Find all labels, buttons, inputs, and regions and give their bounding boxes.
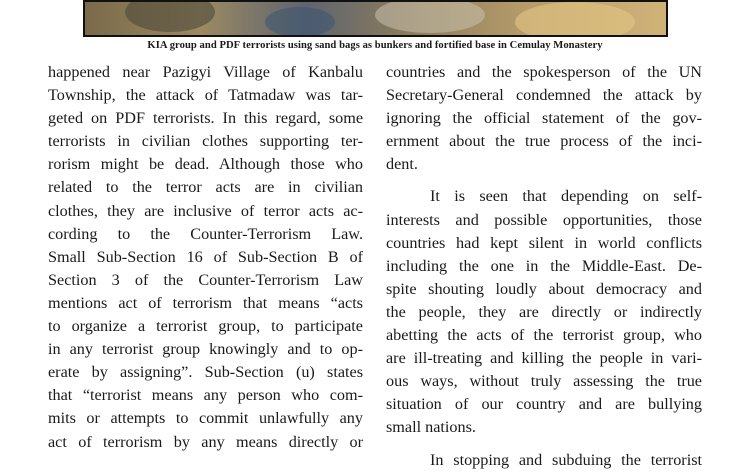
text-line: that “terrorist means any person who com- — [48, 386, 363, 405]
text-line: rorism might be dead. Although those who — [48, 155, 363, 174]
text-line: Secretary-General condemned the attack by — [386, 86, 702, 105]
left-column — [48, 61, 363, 454]
text-line: cording to the Counter-Terrorism Law. — [48, 224, 363, 243]
text-line: Township, the attack of Tatmadaw was tar- — [48, 86, 363, 105]
text-line: ous ways, without truly assessing the true — [386, 372, 702, 391]
text-line: terrorists in civilian clothes supporting ter- — [48, 132, 363, 151]
article-photo — [83, 0, 668, 37]
text-line: including the one in the Middle-East. De- — [386, 256, 702, 275]
text-line: abetting the acts of the terrorist group, who — [386, 326, 702, 345]
text-line: mentions act of terrorism that means “acts — [48, 293, 363, 312]
text-line: happened near Pazigyi Village of Kanbalu — [48, 63, 363, 81]
text-line: Section 3 of the Counter-Terrorism Law — [48, 270, 363, 289]
text-line: ignoring the official statement of the gov- — [386, 109, 702, 128]
text-line: to organize a terrorist group, to participate — [48, 317, 363, 336]
text-line: countries and the spokesperson of the UN — [386, 63, 702, 81]
text-line: countries had kept silent in world conflicts — [386, 233, 702, 252]
text-line: It is seen that depending on self- — [430, 187, 702, 206]
right-column — [386, 61, 702, 472]
text-line: related to the terror acts are in civilian — [48, 178, 363, 197]
text-line: mits or attempts to commit unlawfully any — [48, 409, 363, 428]
text-line: ernment about the true process of the inci- — [386, 132, 702, 151]
text-line: spite shouting loudly about democracy and — [386, 279, 702, 298]
text-line: are ill-treating and killing the people in vari- — [386, 349, 702, 368]
text-line: act of terrorism by any means directly or — [48, 432, 363, 451]
text-line: erate by assigning”. Sub-Section (u) states — [48, 363, 363, 382]
text-line: clothes, they are inclusive of terror acts ac- — [48, 201, 363, 220]
text-line: geted on PDF terrorists. In this regard, some — [48, 109, 363, 128]
text-line: small nations. — [386, 418, 476, 437]
text-line: the people, they are directly or indirectly — [386, 302, 702, 321]
photo-caption: KIA group and PDF terrorists using sand bags as bunkers and fortified base in Cemulay Monastery — [147, 40, 603, 51]
text-line: dent. — [386, 155, 418, 174]
text-line: situation of our country and are bullying — [386, 395, 702, 414]
text-line: Small Sub-Section 16 of Sub-Section B of — [48, 247, 363, 266]
text-line: in any terrorist group knowingly and to op- — [48, 340, 363, 359]
text-line: In stopping and subduing the terrorist — [430, 450, 702, 469]
text-line: interests and possible opportunities, those — [386, 210, 702, 229]
